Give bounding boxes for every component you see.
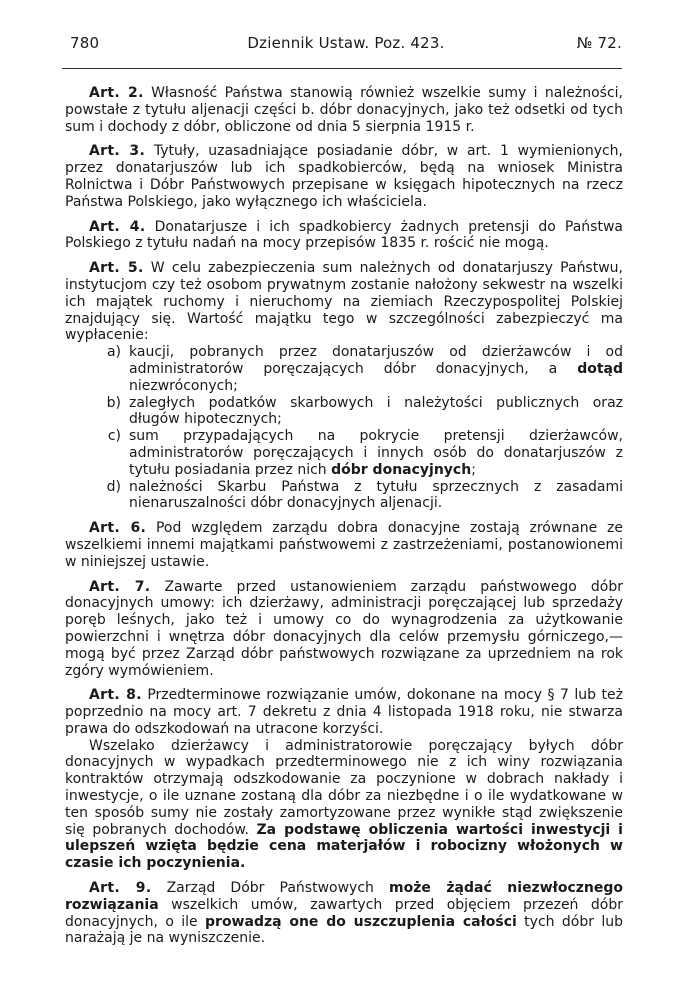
article-text: Donatarjusze i ich spadkobiercy żadnych pretensji do Państwa Polskiego z tytułu nadań na mocy przepisów 1835 r. rościć nie mogą. [65,218,623,252]
article-label: Art. 4. [89,218,146,235]
journal-title: Dziennik Ustaw. Poz. 423. [247,34,445,52]
article-text: Przedterminowe rozwiązanie umów, dokonane na mocy § 7 lub też poprzednio na mocy art. 7 dekretu z dnia 4 listopada 1918 roku, nie stwarza prawa do odszkodowań na utracone korzyści. [65,687,623,737]
article-4 [65,219,623,253]
article-label: Art. 5. [89,260,144,277]
article-text: W celu zabezpieczenia sum należnych od donatarjuszy Państwu, instytucjom czy też osobom prywatnym zostanie nałożony sekwestr na wszelki ich majątek ruchomy i nieruchomy na ziemiach Rzeczypospolitej Polskiej znajdujący się. Wartość majątku tego w szczególności zabezpieczyć ma wypłacenie: [65,260,623,344]
list-letter: a) [106,344,121,361]
page-number: 780 [70,34,100,52]
article-8-continuation [65,738,623,872]
list-item [65,395,623,429]
list-item [65,344,623,394]
article-6 [65,520,623,570]
article-label: Art. 7. [89,578,151,595]
article-7 [65,579,623,680]
list-letter: c) [107,428,121,445]
list-letter: d) [106,478,121,495]
article-text: Własność Państwa stanowią również wszelkie sumy i należności, powstałe z tytułu aljenacji części b. dóbr donacyjnych, jako też odsetki od tych sum i dochody z dóbr, obliczone od dnia 5 sierpnia 1915 r. [65,85,623,135]
article-text: Zarząd Dóbr Państwowych może żądać niezwłocznego rozwiązania wszelkich umów, zawartych przed objęciem przezeń dóbr donacyjnych, o ile prowadzą one do uszczuplenia całości tych dóbr lub narażają je na wyniszczenie. [65,880,624,947]
article-label: Art. 9. [89,880,152,897]
article-5 [65,260,623,344]
article-8 [65,687,623,737]
article-9 [65,880,623,947]
article-text: Pod względem zarządu dobra donacyjne zostają zrównane ze wszelkiemi innemi majątkami państwowemi z zastrzeżeniami, postanowionemi w niniejszej ustawie. [65,520,623,570]
article-label: Art. 8. [89,687,142,704]
issue-number: № 72. [576,34,622,52]
list-text: sum przypadających na pokrycie pretensji dzierżawców, administratorów poręczających i innych osób do donatarjuszów z tytułu posiadania przez nich dóbr donacyjnych; [129,428,623,478]
continuation-bold: Za podstawę obliczenia wartości inwestycji i ulepszeń wzięta będzie cena materjałów i robocizny włożonych w czasie ich poczynienia. [65,821,623,872]
continuation-text: Wszelako dzierżawcy i administratorowie poręczający byłych dóbr donacyjnych w wypadkach przedterminowego nie z ich winy rozwiązania kontraktów otrzymają odszkodowanie za poczynione w dobrach nakłady i inwestycje, o ile uznane zostaną dla dóbr za niezbędne i o ile wydatkowane w ten sposób sumy nie zostały zamortyzowane przez wynikłe stąd zwiększenie się pobranych dochodów. [65,737,623,838]
list-text: kaucji, pobranych przez donatarjuszów od dzierżawców i od administratorów poręczających dóbr donacyjnych, a dotąd niezwróconych; [129,344,623,394]
article-5-list [65,344,623,512]
article-text: Tytuły, uzasadniające posiadanie dóbr, w art. 1 wymienionych, przez donatarjuszów lub ich spadkobierców, będą na wniosek Ministra Rolnictwa i Dóbr Państwowych przepisane w księgach hipotecznych na rzecz Państwa Polskiego, jako wyłącznego ich właściciela. [65,143,624,210]
list-item [65,479,623,513]
list-item [65,428,623,478]
article-2 [65,85,623,135]
page-header [70,34,622,60]
list-text: należności Skarbu Państwa z tytułu sprzecznych z zasadami nienaruszalności dóbr donacyjnych aljenacji. [129,478,623,512]
article-text: Zawarte przed ustanowieniem zarządu państwowego dóbr donacyjnych umowy: ich dzierżawy, administracji poręczającej lub sprzedaży poręb leśnych, jako też i umowy co do wynagrodzenia za użytkowanie powierzchni i wnętrza dóbr donacyjnych dla celów przemysłu górniczego,— mogą być przez Zarząd dóbr państwowych rozwiązane za uprzedniem na rok zgóry wymówieniem. [65,578,624,679]
list-text: zaległych podatków skarbowych i należytości publicznych oraz długów hipotecznych; [129,394,623,428]
list-letter: b) [106,394,121,411]
header-rule [62,68,622,69]
article-label: Art. 2. [89,85,144,101]
article-label: Art. 3. [89,143,146,160]
article-label: Art. 6. [89,520,147,537]
article-3 [65,143,623,210]
document-body [65,85,623,955]
